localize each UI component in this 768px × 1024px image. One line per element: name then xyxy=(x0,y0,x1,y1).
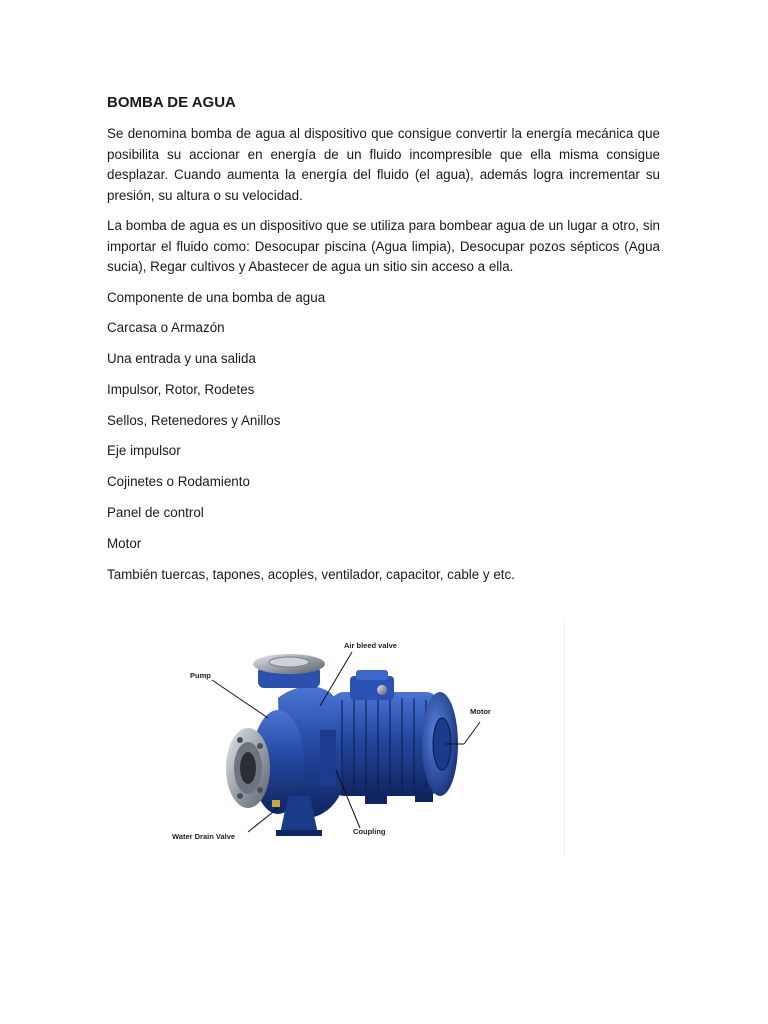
list-item: Cojinetes o Rodamiento xyxy=(107,474,250,490)
suction-flange xyxy=(226,728,270,808)
list-item: Una entrada y una salida xyxy=(107,351,256,367)
water-pump-illustration xyxy=(160,620,564,856)
label-coupling: Coupling xyxy=(353,827,386,836)
label-pump: Pump xyxy=(190,671,211,680)
paragraph-usage: La bomba de agua es un dispositivo que se utiliza para bombear agua de un lugar a otro, sin importar el fluido como: Desocupar piscina (Agua limpia), Desocupar pozos sépticos (Agua sucia), Regar cultivos y Abastecer de agua un sitio sin acceso a ella. xyxy=(107,218,660,274)
list-item: Motor xyxy=(107,535,142,551)
list-item: También tuercas, tapones, acoples, ventilador, capacitor, cable y etc. xyxy=(107,566,515,582)
components-heading: Componente de una bomba de agua xyxy=(107,289,326,305)
list-item: Impulsor, Rotor, Rodetes xyxy=(107,381,255,397)
document-title: BOMBA DE AGUA xyxy=(107,94,236,111)
list-item: Carcasa o Armazón xyxy=(107,320,225,336)
label-water-drain-valve: Water Drain Valve xyxy=(172,832,236,841)
list-item: Panel de control xyxy=(107,505,204,521)
list-item: Sellos, Retenedores y Anillos xyxy=(107,412,281,428)
label-motor: Motor xyxy=(470,707,491,716)
document-page xyxy=(107,93,660,595)
water-pump-figure xyxy=(160,620,565,856)
motor-body xyxy=(330,670,458,804)
list-item: Eje impulsor xyxy=(107,443,181,459)
label-air-bleed-valve: Air bleed valve xyxy=(344,641,397,650)
paragraph-definition: Se denomina bomba de agua al dispositivo que consigue convertir la energía mecánica que posibilita su accionar en energía de un fluido incompresible que ella misma consigue desplazar. Cuando aumenta la energía del fluido (el agua), además logra incrementar su presión, su altura o su velocidad. xyxy=(107,126,660,203)
